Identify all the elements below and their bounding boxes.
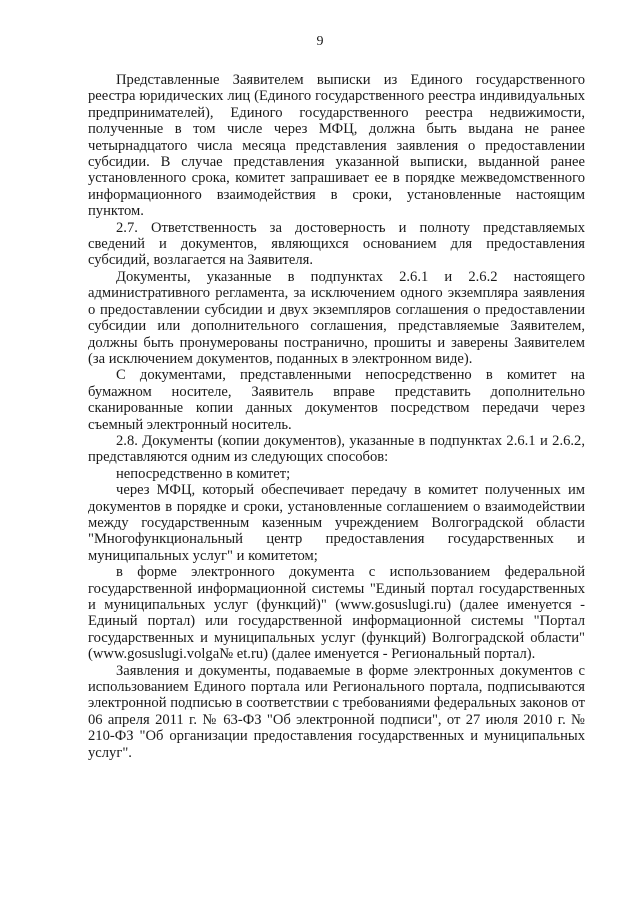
list-item-electronic-document: в форме электронного документа с использованием федеральной государственной информационной системы "Единый портал государственных и муниципальных услуг (функций)" (www.gosuslugi.ru) (далее именуется - Единый портал) или государственной информационной системы "Портал государственных и муниципальных услуг (функций) Волгоградской области" (www.gosuslugi.volga№ et.ru) (далее именуется - Региональный портал).: [88, 564, 585, 663]
page-number: 9: [316, 34, 324, 49]
paragraph-extract-requirements: Представленные Заявителем выписки из Единого государственного реестра юридических лиц (Единого государственного реестра индивидуальных предпринимателей), Единого государственного реестра недвижимости, полученные в том числе через МФЦ, должна быть выдана не ранее четырнадцатого числа месяца представления заявления о предоставлении субсидии. В случае представления указанной выписки, выданной ранее установленного срока, комитет запрашивает ее в порядке межведомственного информационного взаимодействия в сроки, установленные настоящим пунктом.: [88, 72, 585, 220]
list-item-via-mfc: через МФЦ, который обеспечивает передачу в комитет полученных им документов в порядке и сроки, установленные соглашением о взаимодействии между государственным казенным учреждением Волгоградской области "Многофункциональный центр предоставления государственных и муниципальных услуг" и комитетом;: [88, 482, 585, 564]
paragraph-document-binding: Документы, указанные в подпунктах 2.6.1 и 2.6.2 настоящего административного регламента, за исключением одного экземпляра заявления о предоставлении субсидии и двух экземпляров соглашения о предоставлении субсидии или дополнительного соглашения, представляемые Заявителем, должны быть пронумерованы постранично, прошиты и заверены Заявителем (за исключением документов, поданных в электронном виде).: [88, 268, 585, 367]
paragraph-2-7-responsibility: 2.7. Ответственность за достоверность и полноту представляемых сведений и документов, являющихся основанием для предоставления субсидий, возлагается на Заявителя.: [88, 219, 585, 269]
document-body: [88, 72, 585, 761]
paragraph-2-8-submission-methods: 2.8. Документы (копии документов), указанные в подпунктах 2.6.1 и 2.6.2, представляются одним из следующих способов:: [88, 432, 585, 466]
list-item-direct-submission: непосредственно в комитет;: [116, 465, 291, 482]
paragraph-electronic-signature: Заявления и документы, подаваемые в форме электронных документов с использованием Единого портала или Регионального портала, подписываются электронной подписью в соответствии с требованиями федеральных законов от 06 апреля 2011 г. № 63-ФЗ "Об электронной подписи", от 27 июля 2010 г. № 210-ФЗ "Об организации предоставления государственных и муниципальных услуг".: [88, 662, 585, 761]
paragraph-scanned-copies: С документами, представленными непосредственно в комитет на бумажном носителе, Заявитель вправе представить дополнительно сканированные копии данных документов посредством передачи через съемный электронный носитель.: [88, 367, 585, 433]
